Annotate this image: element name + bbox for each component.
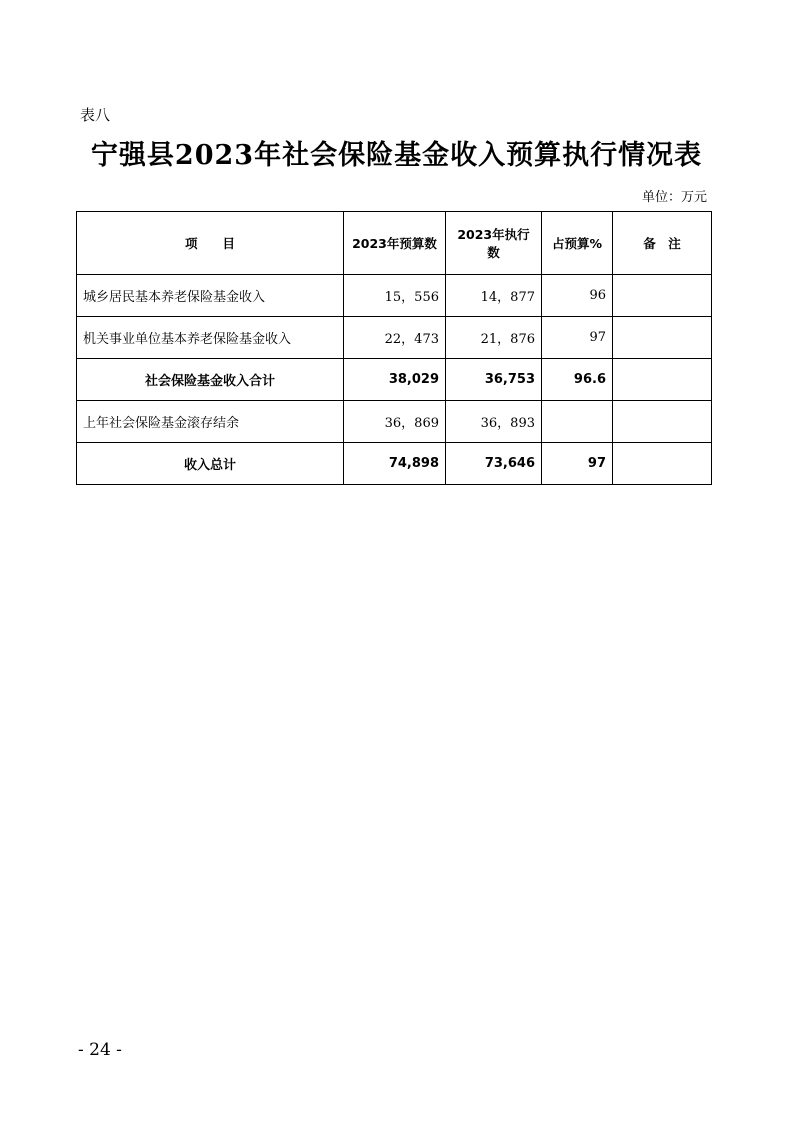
row-item: 上年社会保险基金滚存结余 [77, 401, 344, 443]
table-row-subtotal [77, 359, 712, 401]
row-note [613, 401, 712, 443]
row-note [613, 317, 712, 359]
row-executed: 36,753 [446, 359, 542, 401]
header-item: 项 目 [77, 212, 344, 275]
row-note [613, 275, 712, 317]
row-executed: 73,646 [446, 443, 542, 485]
row-item: 社会保险基金收入合计 [77, 359, 344, 401]
header-ratio: 占预算% [542, 212, 613, 275]
row-executed: 21，876 [446, 317, 542, 359]
budget-table [76, 211, 712, 485]
row-budget: 15，556 [344, 275, 446, 317]
table-row [77, 275, 712, 317]
row-note [613, 359, 712, 401]
row-item: 机关事业单位基本养老保险基金收入 [77, 317, 344, 359]
row-executed: 36，893 [446, 401, 542, 443]
row-ratio [542, 401, 613, 443]
header-budget: 2023年预算数 [344, 212, 446, 275]
row-ratio: 97 [542, 317, 613, 359]
row-ratio: 96.6 [542, 359, 613, 401]
row-budget: 74,898 [344, 443, 446, 485]
row-item: 收入总计 [77, 443, 344, 485]
table-row [77, 401, 712, 443]
row-budget: 38,029 [344, 359, 446, 401]
row-budget: 22，473 [344, 317, 446, 359]
table-row [77, 317, 712, 359]
row-executed: 14，877 [446, 275, 542, 317]
page-title: 宁强县2023年社会保险基金收入预算执行情况表 [90, 140, 703, 171]
page-number: - 24 - [78, 1040, 122, 1060]
header-executed: 2023年执行数 [446, 212, 542, 275]
row-ratio: 97 [542, 443, 613, 485]
table-header-row [77, 212, 712, 275]
table-row-total [77, 443, 712, 485]
row-ratio: 96 [542, 275, 613, 317]
unit-label: 单位：万元 [641, 190, 707, 205]
header-note: 备 注 [613, 212, 712, 275]
row-item: 城乡居民基本养老保险基金收入 [77, 275, 344, 317]
row-note [613, 443, 712, 485]
row-budget: 36，869 [344, 401, 446, 443]
table-tag: 表八 [80, 106, 111, 124]
